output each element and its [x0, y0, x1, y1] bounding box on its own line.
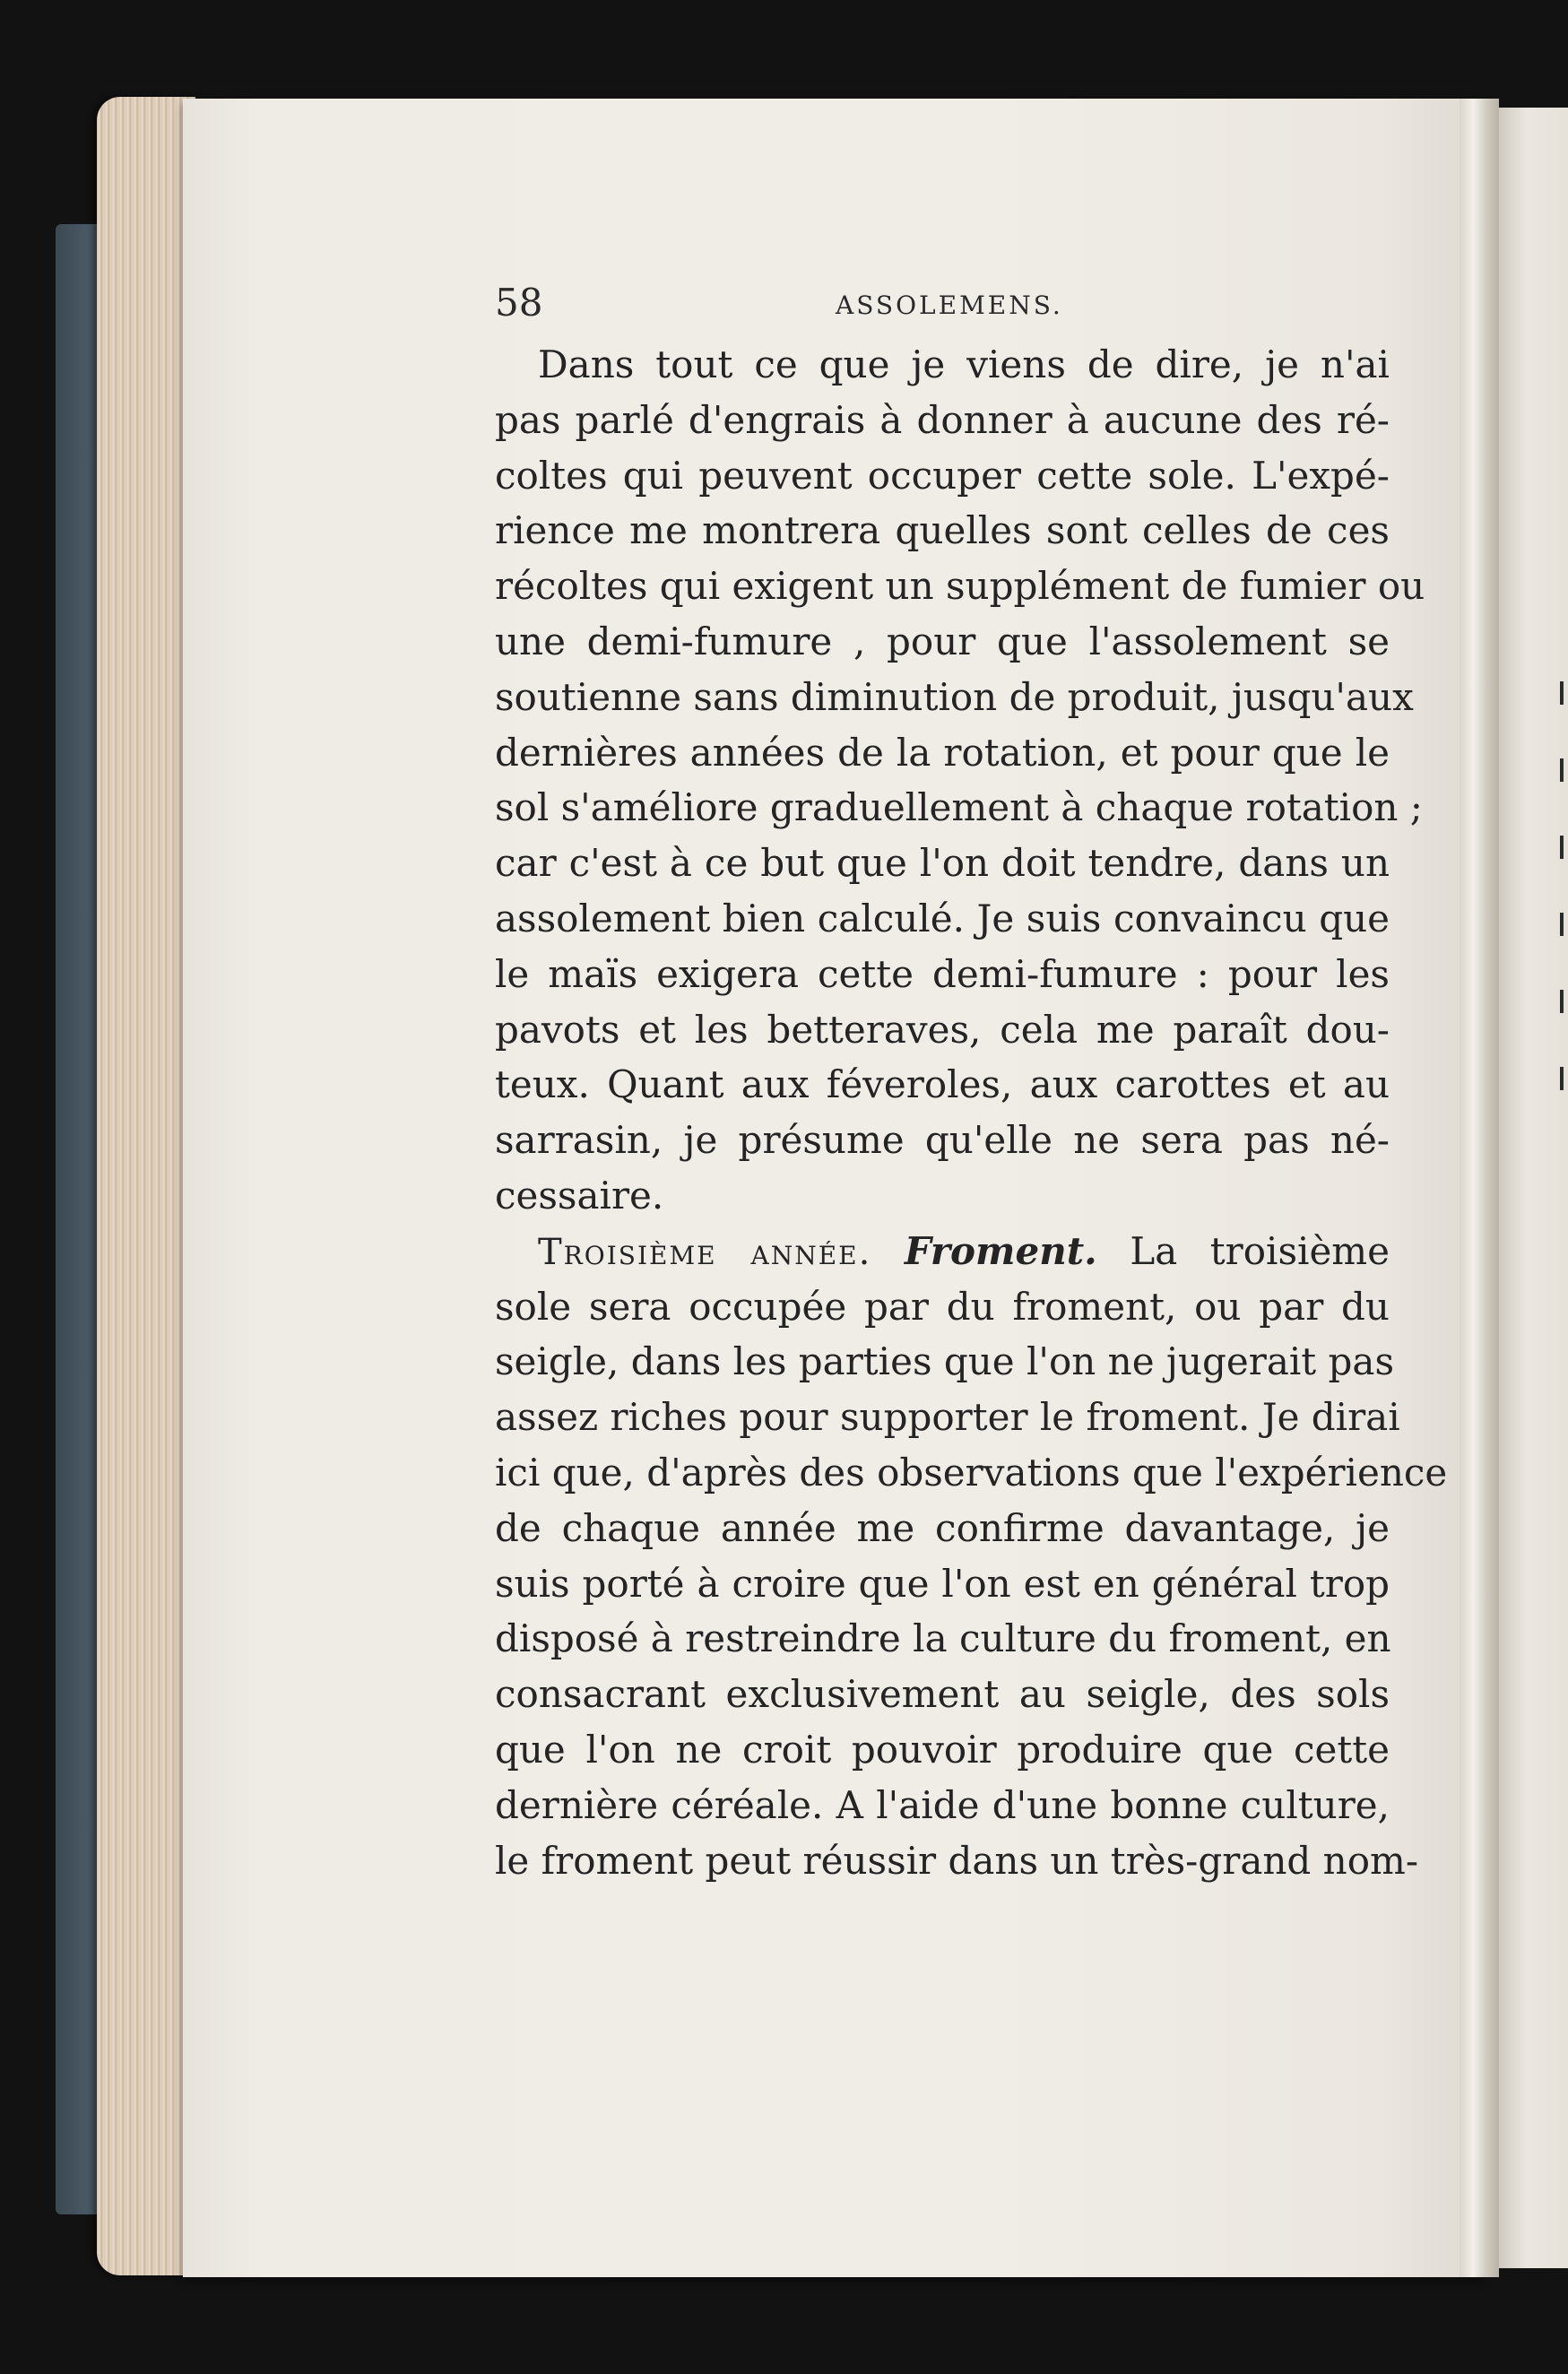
text-fragment — [1560, 681, 1564, 705]
facing-page-edge — [1499, 108, 1568, 2268]
text-line: assolement bien calculé. Je suis convaincu que — [495, 896, 1390, 940]
text-fragment — [1560, 913, 1564, 936]
text-line: sarrasin, je présume qu'elle ne sera pas né- — [495, 1118, 1390, 1163]
text-line: dernière céréale. A l'aide d'une bonne culture, — [495, 1782, 1390, 1827]
crop-name: Froment. — [904, 1228, 1097, 1273]
text-line: teux. Quant aux féveroles, aux carottes et au — [495, 1062, 1390, 1107]
text-line: suis porté à croire que l'on est en général trop — [495, 1561, 1390, 1606]
section-heading-line — [495, 1224, 1390, 1279]
text-line: de chaque année me confirme davantage, je — [495, 1505, 1390, 1550]
text-line: pas parlé d'engrais à donner à aucune des ré- — [495, 397, 1390, 442]
text-line: assez riches pour supporter le froment. Je dirai — [495, 1395, 1400, 1440]
text-line: car c'est à ce but que l'on doit tendre, dans un — [495, 841, 1390, 886]
text-line: cessaire. — [495, 1173, 664, 1217]
text-line: le froment peut réussir dans un très-grand nom- — [495, 1838, 1419, 1883]
text-line: sole sera occupée par du froment, ou par du — [495, 1284, 1390, 1329]
gutter — [1460, 99, 1499, 2277]
text-fragment — [1560, 836, 1564, 859]
section-heading: Troisième année. — [538, 1231, 872, 1273]
text-line: récoltes qui exigent un supplément de fumier ou — [495, 564, 1425, 609]
text-fragment — [1560, 758, 1564, 782]
text-fragment: La troisième — [1130, 1228, 1390, 1273]
text-line: ici que, d'après des observations que l'expérience — [495, 1450, 1448, 1495]
text-line: soutienne sans diminution de produit, jusqu'aux — [495, 674, 1414, 719]
page-edges — [97, 97, 195, 2275]
text-fragment — [1560, 990, 1564, 1013]
text-line: que l'on ne croit pouvoir produire que cette — [495, 1727, 1390, 1772]
page-number: 58 — [495, 281, 543, 325]
text-fragment — [1560, 1067, 1564, 1090]
text-line: sol s'améliore graduellement à chaque rotation ; — [495, 785, 1423, 830]
text-line: consacrant exclusivement au seigle, des sols — [495, 1672, 1390, 1717]
text-line: le maïs exigera cette demi-fumure : pour les — [495, 951, 1390, 996]
body-text — [495, 337, 1448, 1888]
text-line: dernières années de la rotation, et pour que le — [495, 730, 1390, 775]
facing-page-text-fragments — [1560, 681, 1568, 1219]
page-header — [495, 276, 1391, 330]
text-line: disposé à restreindre la culture du froment, en — [495, 1616, 1391, 1661]
text-line: pavots et les betteraves, cela me paraît dou- — [495, 1007, 1390, 1052]
text-line: seigle, dans les parties que l'on ne jugerait pas — [495, 1339, 1394, 1384]
text-line: coltes qui peuvent occuper cette sole. L'expé- — [495, 453, 1390, 498]
text-line: Dans tout ce que je viens de dire, je n'ai — [538, 342, 1390, 386]
running-head: ASSOLEMENS. — [836, 290, 1063, 320]
text-line: une demi-fumure , pour que l'assolement se — [495, 619, 1390, 663]
text-line: rience me montrera quelles sont celles de ces — [495, 508, 1390, 553]
